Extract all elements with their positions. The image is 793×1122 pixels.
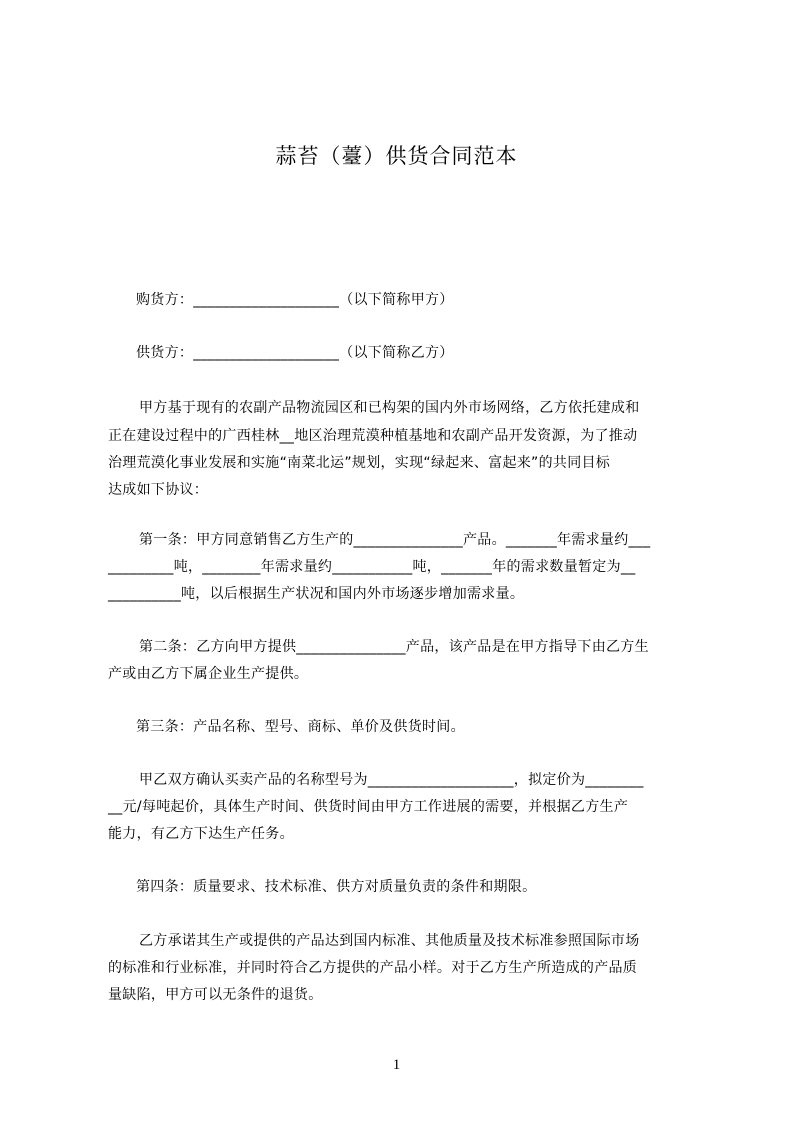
article-1-line-3: __________吨，以后根据生产状况和国内外市场逐步增加需求量。 xyxy=(108,586,525,602)
article-4-line-3: 量缺陷，甲方可以无条件的退货。 xyxy=(108,987,323,1003)
article-3-line-1: 甲乙双方确认买卖产品的名称型号为____________________，拟定价为________ xyxy=(139,772,644,788)
page-number: 1 xyxy=(392,1057,401,1073)
article-3-line-3: 能力，有乙方下达生产任务。 xyxy=(108,826,294,842)
preamble-line-2: 正在建设过程中的广西桂林__地区治理荒漠种植基地和农副产品开发资源，为了推动 xyxy=(108,428,638,444)
article-2-line-2: 产或由乙方下属企业生产提供。 xyxy=(108,666,309,682)
article-4-line-2: 的标准和行业标准，并同时符合乙方提供的产品小样。对于乙方生产所造成的产品质 xyxy=(108,960,638,976)
article-4-line-1: 乙方承诺其生产或提供的产品达到国内标准、其他质量及技术标准参照国际市场 xyxy=(139,933,640,949)
article-1-line-2: _________吨，________年需求量约___________吨，_______年的需求数量暂定为__ xyxy=(108,559,636,575)
buyer-line: 购货方：____________________（以下简称甲方） xyxy=(136,292,454,308)
supplier-line: 供货方：____________________（以下简称乙方） xyxy=(136,345,454,361)
preamble-line-4: 达成如下协议： xyxy=(108,482,209,498)
article-3-heading: 第三条：产品名称、型号、商标、单价及供货时间。 xyxy=(136,719,465,735)
preamble-line-3: 治理荒漠化事业发展和实施“南菜北运”规划，实现“绿起来、富起来”的共同目标 xyxy=(108,455,611,471)
article-2-line-1: 第二条：乙方向甲方提供_______________产品，该产品是在甲方指导下由乙方生 xyxy=(139,639,649,655)
document-title: 蒜苔（薹）供货合同范本 xyxy=(275,144,518,168)
article-1-line-1: 第一条：甲方同意销售乙方生产的_______________产品。_______年需求量约___ xyxy=(139,532,651,548)
article-4-heading: 第四条：质量要求、技术标准、供方对质量负责的条件和期限。 xyxy=(136,879,537,895)
preamble-line-1: 甲方基于现有的农副产品物流园区和已构架的国内外市场网络，乙方依托建成和 xyxy=(139,400,640,416)
article-3-line-2: __元/每吨起价，具体生产时间、供货时间由甲方工作进展的需要，并根据乙方生产 xyxy=(108,799,629,815)
